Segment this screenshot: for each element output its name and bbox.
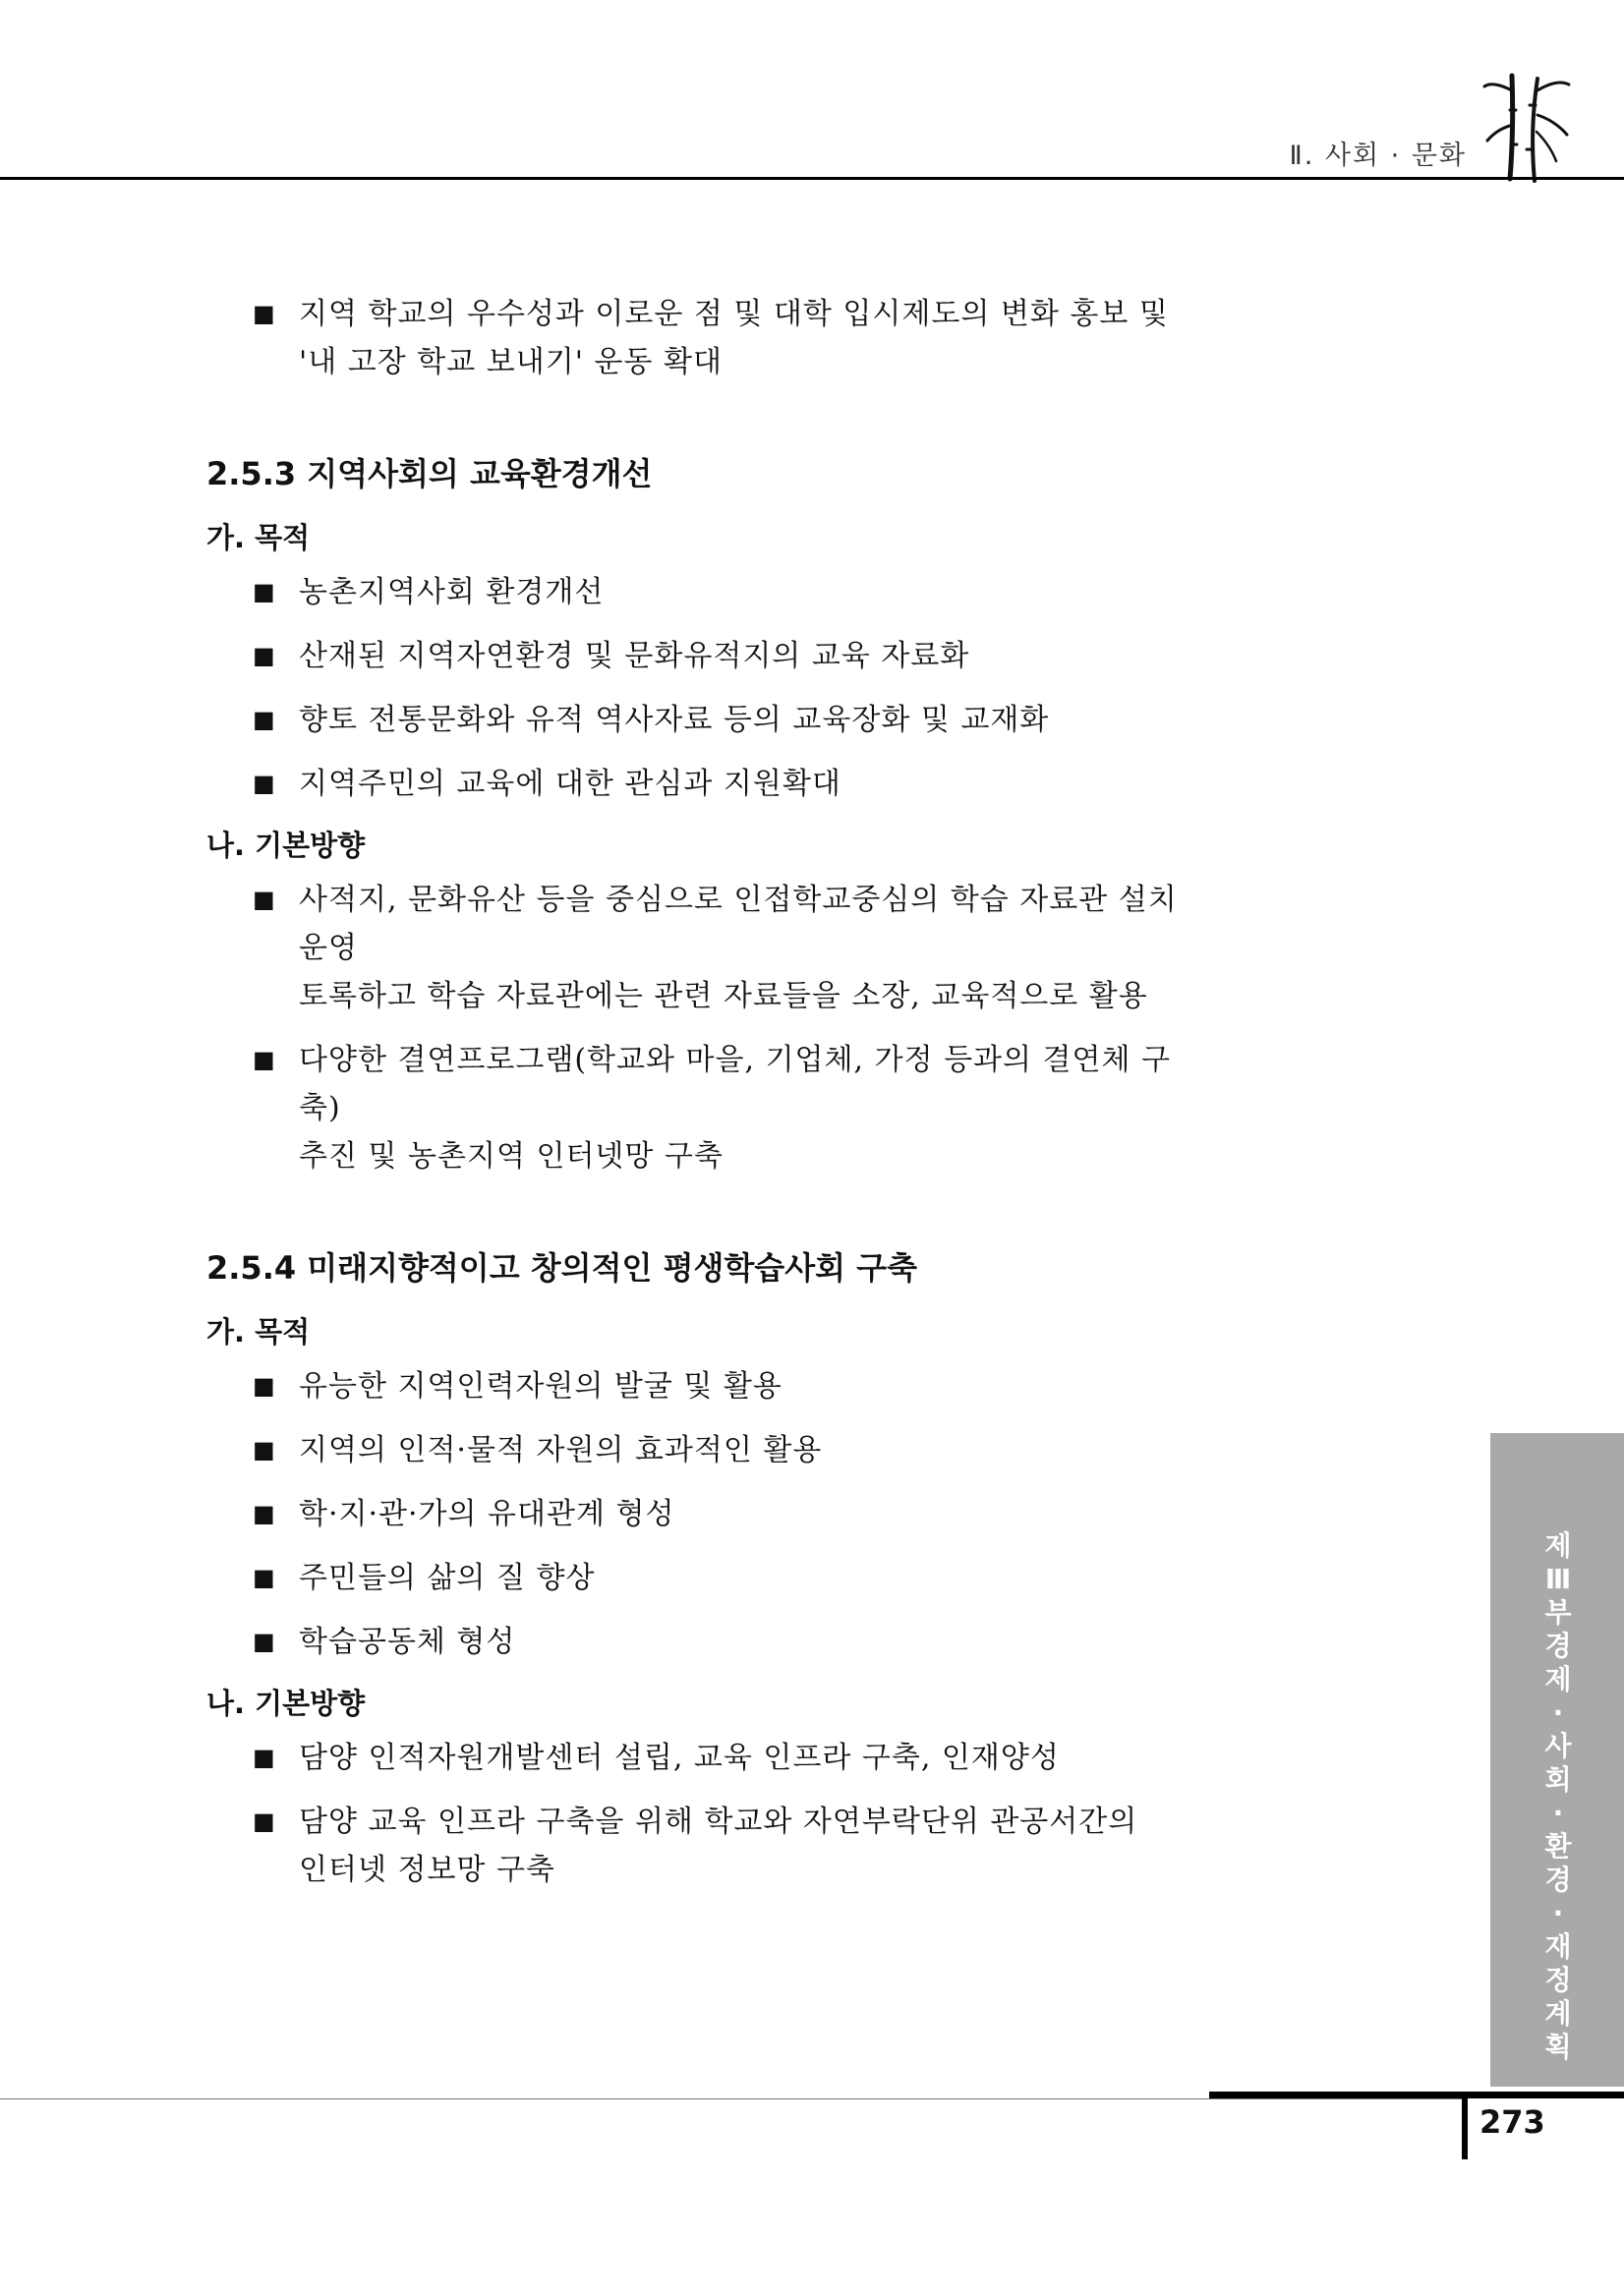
subsection-title-purpose: 가. 목적	[206, 521, 311, 554]
bullet-square-icon: ■	[253, 642, 276, 669]
list-item: ■ 농촌지역사회 환경개선	[206, 568, 1189, 616]
subsection-title-purpose: 가. 목적	[206, 1315, 311, 1349]
subsection-title-direction: 나. 기본방향	[206, 1687, 366, 1720]
list-item: ■ 다양한 결연프로그램(학교와 마을, 기업체, 가정 등과의 결연체 구축) 추진 및 농촌지역 인터넷망 구축	[206, 1036, 1189, 1180]
bullet-square-icon: ■	[253, 1372, 276, 1400]
bullet-square-icon: ■	[253, 300, 276, 327]
bullet-square-icon: ■	[253, 1628, 276, 1655]
bullet-square-icon: ■	[253, 1744, 276, 1771]
page-number: 273	[1479, 2103, 1545, 2141]
bullet-square-icon: ■	[253, 1500, 276, 1527]
section-title: 2.5.4 미래지향적이고 창의적인 평생학습사회 구축	[206, 1249, 918, 1287]
list-item: ■ 주민들의 삶의 질 향상	[206, 1554, 1189, 1602]
intro-bullet: ■ 지역 학교의 우수성과 이로운 점 및 대학 입시제도의 변화 홍보 및 '내 고장 학교 보내기' 운동 확대	[206, 290, 1189, 386]
bullet-square-icon: ■	[253, 770, 276, 797]
list-item: ■ 사적지, 문화유산 등을 중심으로 인접학교중심의 학습 자료관 설치운영 토록하고 학습 자료관에는 관련 자료들을 소장, 교육적으로 활용	[206, 876, 1189, 1020]
page-number-divider	[1462, 2098, 1468, 2159]
header-rule	[0, 177, 1624, 180]
bullet-square-icon: ■	[253, 1436, 276, 1464]
list-item: ■ 지역주민의 교육에 대한 관심과 지원확대	[206, 760, 1189, 808]
bullet-square-icon: ■	[253, 1564, 276, 1591]
section-title: 2.5.3 지역사회의 교육환경개선	[206, 455, 653, 492]
page-content	[206, 290, 1189, 1910]
bullet-square-icon: ■	[253, 578, 276, 605]
list-item: ■ 지역의 인적·물적 자원의 효과적인 활용	[206, 1426, 1189, 1474]
list-item: ■ 향토 전통문화와 유적 역사자료 등의 교육장화 및 교재화	[206, 696, 1189, 744]
list-item: ■ 담양 인적자원개발센터 설립, 교육 인프라 구축, 인재양성	[206, 1734, 1189, 1782]
chapter-side-tab	[1490, 1433, 1624, 2087]
footer-thick-rule	[1209, 2092, 1624, 2098]
chapter-side-tab-label: 제Ⅲ부 경제·사회·환경·재정계획	[1544, 1529, 1572, 2063]
running-header-title: Ⅱ. 사회 · 문화	[1289, 141, 1467, 171]
bullet-square-icon: ■	[253, 1046, 276, 1073]
bullet-square-icon: ■	[253, 1808, 276, 1835]
list-item: ■ 학·지·관·가의 유대관계 형성	[206, 1490, 1189, 1538]
list-item: ■ 산재된 지역자연환경 및 문화유적지의 교육 자료화	[206, 632, 1189, 680]
list-item: ■ 유능한 지역인력자원의 발굴 및 활용	[206, 1362, 1189, 1410]
footer-rule	[0, 2098, 1465, 2099]
bullet-square-icon: ■	[253, 886, 276, 913]
bullet-square-icon: ■	[253, 706, 276, 733]
subsection-title-direction: 나. 기본방향	[206, 829, 366, 862]
list-item: ■ 담양 교육 인프라 구축을 위해 학교와 자연부락단위 관공서간의 인터넷 정보망 구축	[206, 1798, 1189, 1894]
bamboo-icon	[1480, 71, 1579, 184]
list-item: ■ 학습공동체 형성	[206, 1618, 1189, 1666]
